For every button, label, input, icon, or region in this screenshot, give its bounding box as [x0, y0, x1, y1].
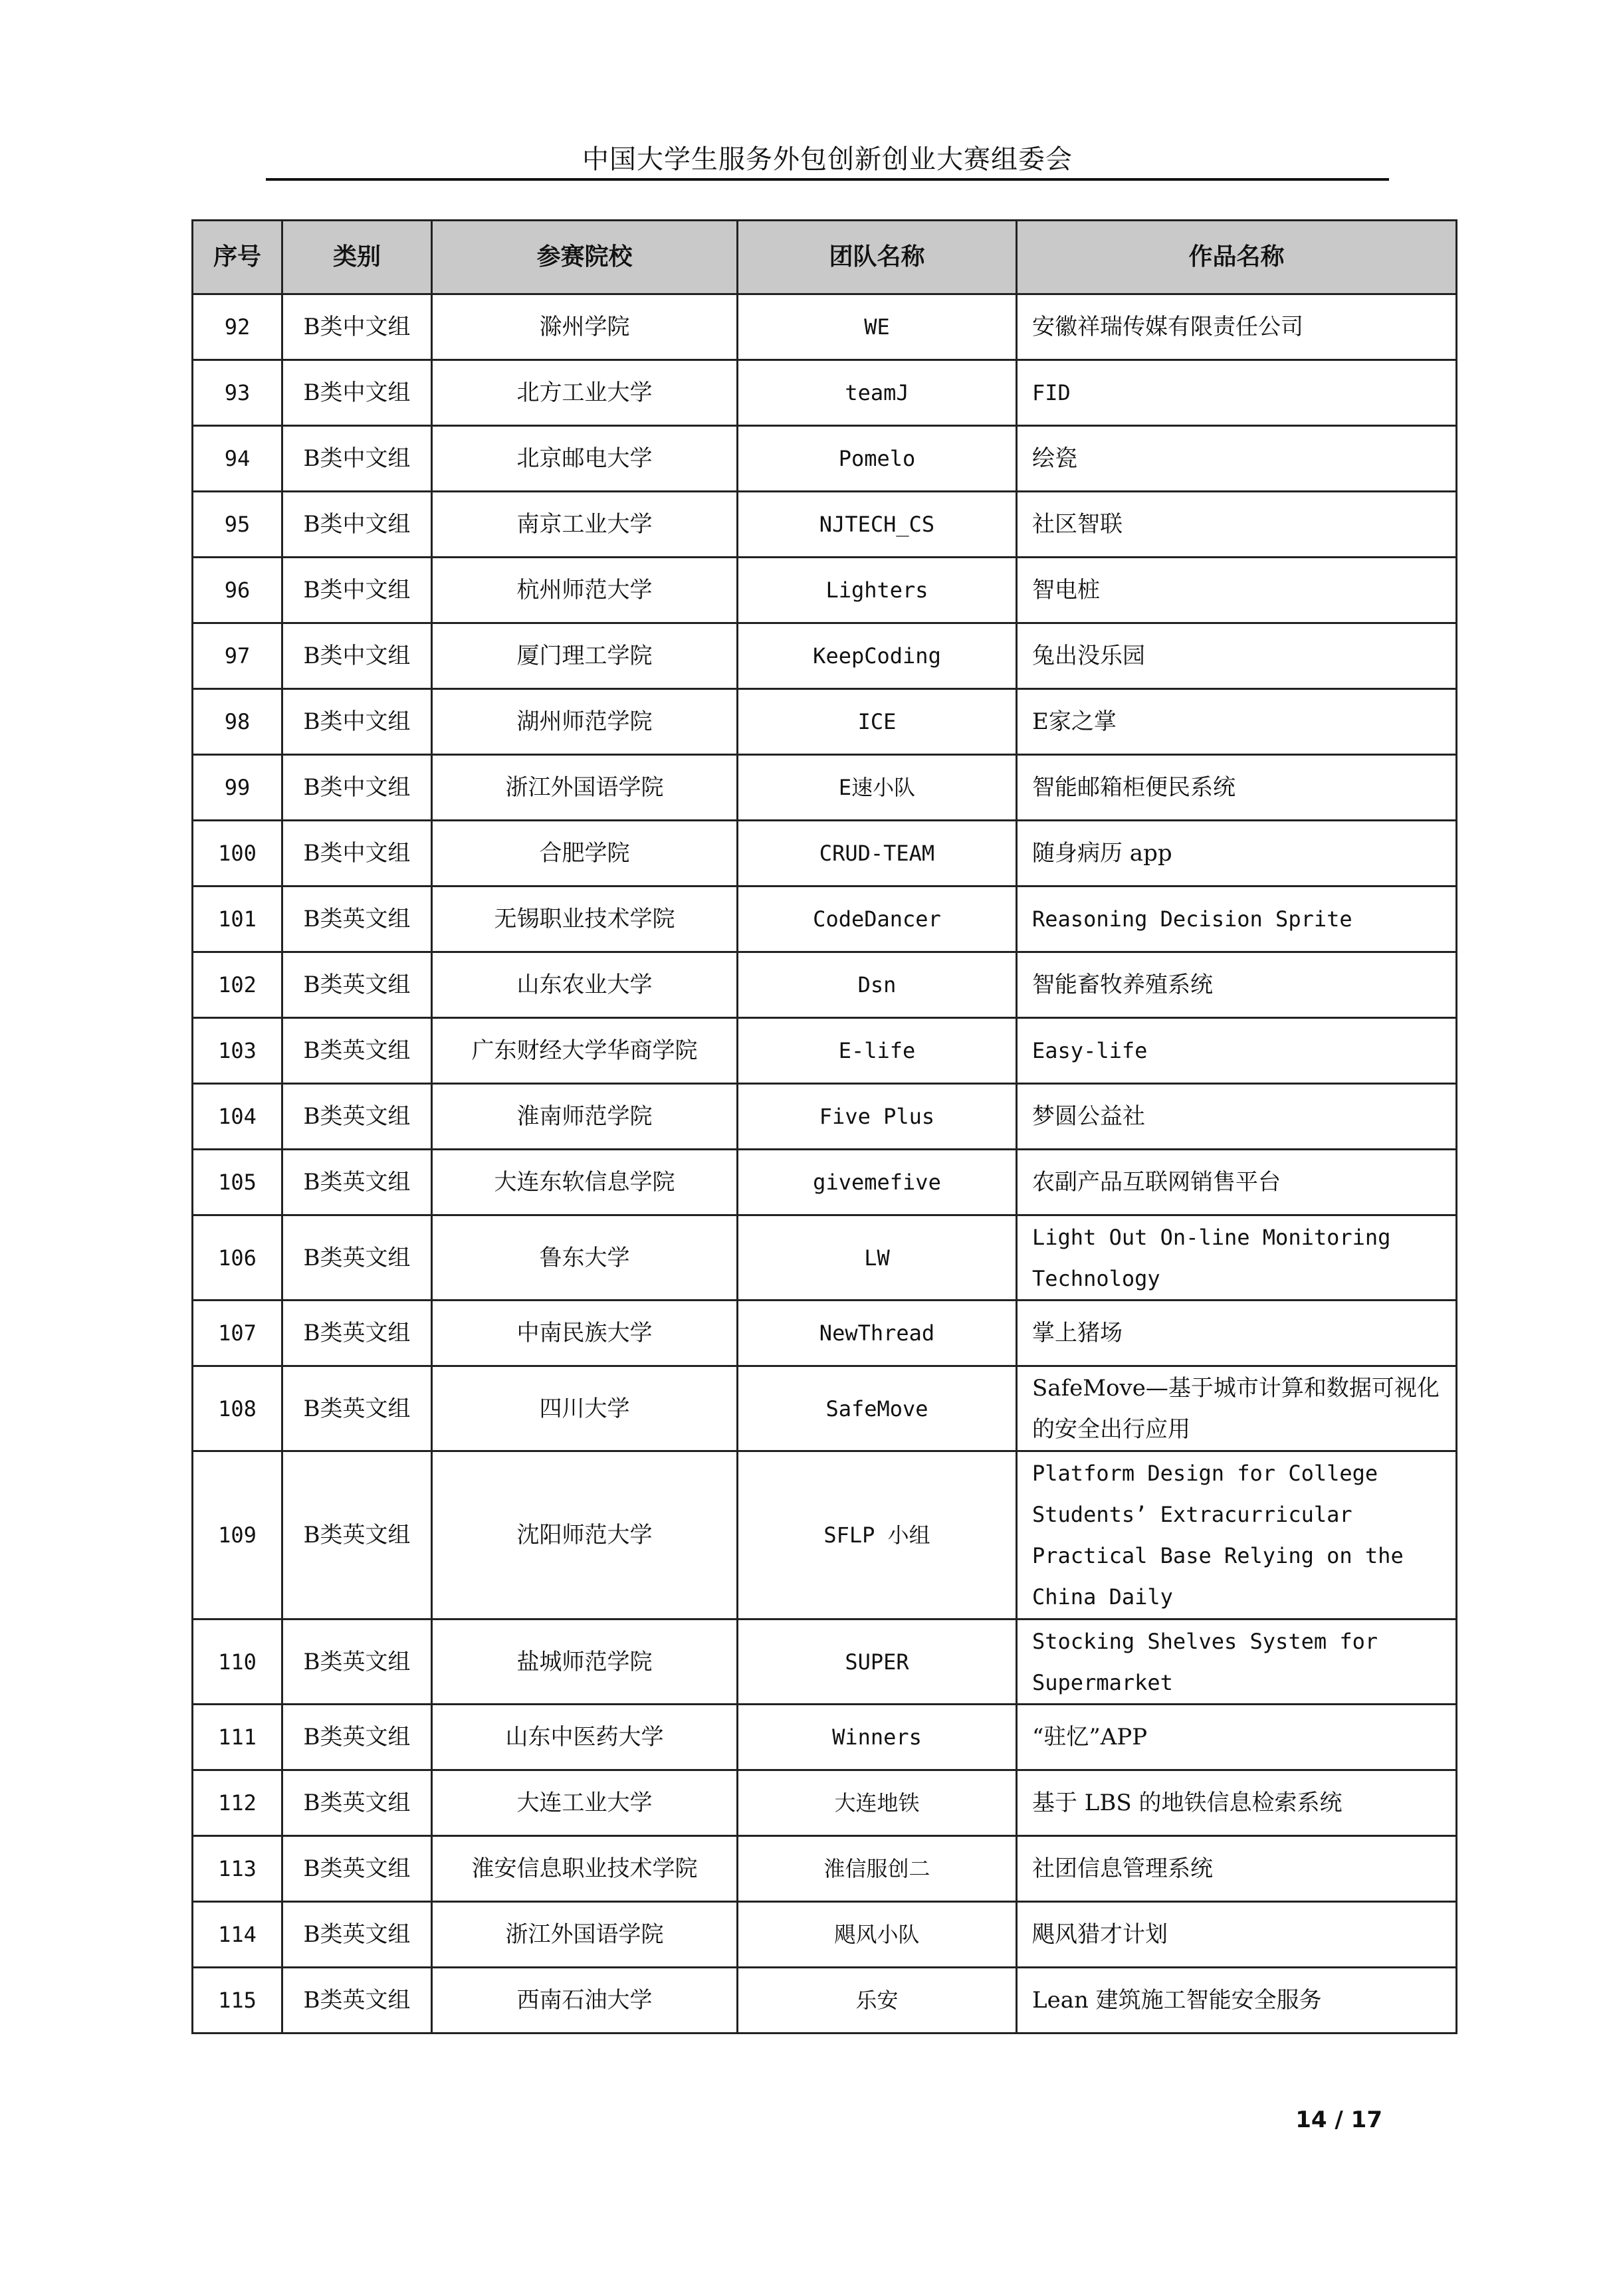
row-number: 103	[193, 1018, 282, 1084]
row-team: Lighters	[738, 558, 1017, 623]
table-row	[193, 689, 1457, 755]
row-category: B类英文组	[282, 952, 432, 1018]
row-category: B类英文组	[282, 1366, 432, 1451]
row-number: 100	[193, 821, 282, 887]
row-category: B类中文组	[282, 492, 432, 558]
table-row	[193, 1902, 1457, 1968]
table-row	[193, 294, 1457, 360]
column-header-number: 序号	[193, 221, 282, 294]
row-school: 大连东软信息学院	[432, 1150, 738, 1215]
row-work: 绘瓷	[1017, 426, 1457, 492]
table-row	[193, 1619, 1457, 1705]
row-number: 111	[193, 1705, 282, 1770]
row-work: “驻忆”APP	[1017, 1705, 1457, 1770]
row-number: 114	[193, 1902, 282, 1968]
table-row	[193, 1770, 1457, 1836]
awards-table	[191, 219, 1457, 2034]
row-work: FID	[1017, 360, 1457, 426]
row-school: 山东农业大学	[432, 952, 738, 1018]
row-category: B类英文组	[282, 1301, 432, 1366]
row-category: B类中文组	[282, 426, 432, 492]
row-work: Lean 建筑施工智能安全服务	[1017, 1968, 1457, 2034]
column-header-team: 团队名称	[738, 221, 1017, 294]
row-team: CodeDancer	[738, 887, 1017, 952]
row-school: 北方工业大学	[432, 360, 738, 426]
row-team: NewThread	[738, 1301, 1017, 1366]
row-number: 105	[193, 1150, 282, 1215]
row-work: Stocking Shelves System for Supermarket	[1017, 1619, 1457, 1705]
row-number: 104	[193, 1084, 282, 1150]
row-team: WE	[738, 294, 1017, 360]
row-school: 杭州师范大学	[432, 558, 738, 623]
row-work: Easy-life	[1017, 1018, 1457, 1084]
row-work: 随身病历 app	[1017, 821, 1457, 887]
row-work: E家之掌	[1017, 689, 1457, 755]
row-number: 97	[193, 623, 282, 689]
row-school: 无锡职业技术学院	[432, 887, 738, 952]
row-number: 95	[193, 492, 282, 558]
row-work: Platform Design for College Students’ Extracurricular Practical Base Relying on the China Daily	[1017, 1451, 1457, 1619]
page-number: 14 / 17	[1295, 2107, 1382, 2133]
table-row	[193, 558, 1457, 623]
row-category: B类英文组	[282, 887, 432, 952]
row-number: 110	[193, 1619, 282, 1705]
row-category: B类英文组	[282, 1018, 432, 1084]
table-row	[193, 755, 1457, 821]
table-header-row	[193, 221, 1457, 294]
row-number: 102	[193, 952, 282, 1018]
row-team: teamJ	[738, 360, 1017, 426]
row-work: 社团信息管理系统	[1017, 1836, 1457, 1902]
row-number: 93	[193, 360, 282, 426]
row-number: 98	[193, 689, 282, 755]
page-header	[266, 133, 1389, 181]
row-category: B类英文组	[282, 1619, 432, 1705]
row-school: 鲁东大学	[432, 1215, 738, 1301]
row-work: Light Out On-line Monitoring Technology	[1017, 1215, 1457, 1301]
row-category: B类英文组	[282, 1215, 432, 1301]
row-number: 94	[193, 426, 282, 492]
row-school: 盐城师范学院	[432, 1619, 738, 1705]
table-row	[193, 887, 1457, 952]
row-school: 山东中医药大学	[432, 1705, 738, 1770]
row-work: 农副产品互联网销售平台	[1017, 1150, 1457, 1215]
row-team: LW	[738, 1215, 1017, 1301]
row-team: Pomelo	[738, 426, 1017, 492]
row-number: 109	[193, 1451, 282, 1619]
row-school: 厦门理工学院	[432, 623, 738, 689]
row-team: givemefive	[738, 1150, 1017, 1215]
row-category: B类英文组	[282, 1770, 432, 1836]
row-category: B类英文组	[282, 1836, 432, 1902]
table-row	[193, 1084, 1457, 1150]
table-row	[193, 1018, 1457, 1084]
table-row	[193, 1705, 1457, 1770]
row-number: 113	[193, 1836, 282, 1902]
row-school: 南京工业大学	[432, 492, 738, 558]
row-number: 101	[193, 887, 282, 952]
table-row	[193, 952, 1457, 1018]
row-work: 智能邮箱柜便民系统	[1017, 755, 1457, 821]
row-number: 99	[193, 755, 282, 821]
row-work: 飓风猎才计划	[1017, 1902, 1457, 1968]
row-category: B类中文组	[282, 294, 432, 360]
row-category: B类英文组	[282, 1150, 432, 1215]
row-category: B类中文组	[282, 623, 432, 689]
row-team: SUPER	[738, 1619, 1017, 1705]
row-team: NJTECH_CS	[738, 492, 1017, 558]
row-team: Winners	[738, 1705, 1017, 1770]
row-school: 淮南师范学院	[432, 1084, 738, 1150]
row-school: 合肥学院	[432, 821, 738, 887]
row-work: SafeMove—基于城市计算和数据可视化的安全出行应用	[1017, 1366, 1457, 1451]
row-team: KeepCoding	[738, 623, 1017, 689]
row-work: 社区智联	[1017, 492, 1457, 558]
row-team: 大连地铁	[738, 1770, 1017, 1836]
row-school: 湖州师范学院	[432, 689, 738, 755]
table-row	[193, 1836, 1457, 1902]
row-team: E-life	[738, 1018, 1017, 1084]
row-number: 96	[193, 558, 282, 623]
row-work: 智电桩	[1017, 558, 1457, 623]
row-school: 浙江外国语学院	[432, 1902, 738, 1968]
row-number: 112	[193, 1770, 282, 1836]
row-school: 浙江外国语学院	[432, 755, 738, 821]
row-school: 大连工业大学	[432, 1770, 738, 1836]
column-header-work: 作品名称	[1017, 221, 1457, 294]
row-work: 安徽祥瑞传媒有限责任公司	[1017, 294, 1457, 360]
table-row	[193, 1301, 1457, 1366]
row-category: B类英文组	[282, 1968, 432, 2034]
table-row	[193, 1968, 1457, 2034]
table-row	[193, 1150, 1457, 1215]
row-work: 掌上猪场	[1017, 1301, 1457, 1366]
row-team: 乐安	[738, 1968, 1017, 2034]
row-team: CRUD-TEAM	[738, 821, 1017, 887]
row-work: 兔出没乐园	[1017, 623, 1457, 689]
column-header-category: 类别	[282, 221, 432, 294]
row-category: B类中文组	[282, 689, 432, 755]
row-school: 沈阳师范大学	[432, 1451, 738, 1619]
row-school: 淮安信息职业技术学院	[432, 1836, 738, 1902]
row-category: B类英文组	[282, 1451, 432, 1619]
table-row	[193, 623, 1457, 689]
page-header-title: 中国大学生服务外包创新创业大赛组委会	[582, 144, 1073, 175]
row-school: 四川大学	[432, 1366, 738, 1451]
row-team: ICE	[738, 689, 1017, 755]
row-number: 108	[193, 1366, 282, 1451]
row-category: B类中文组	[282, 558, 432, 623]
row-number: 92	[193, 294, 282, 360]
row-category: B类英文组	[282, 1705, 432, 1770]
row-team: Five Plus	[738, 1084, 1017, 1150]
row-team: SafeMove	[738, 1366, 1017, 1451]
row-work: Reasoning Decision Sprite	[1017, 887, 1457, 952]
row-team: 飓风小队	[738, 1902, 1017, 1968]
row-team: Dsn	[738, 952, 1017, 1018]
row-school: 滁州学院	[432, 294, 738, 360]
row-number: 115	[193, 1968, 282, 2034]
table-row	[193, 821, 1457, 887]
row-category: B类中文组	[282, 755, 432, 821]
table-row	[193, 360, 1457, 426]
row-work: 基于 LBS 的地铁信息检索系统	[1017, 1770, 1457, 1836]
table-row	[193, 426, 1457, 492]
row-category: B类中文组	[282, 821, 432, 887]
table-row	[193, 1366, 1457, 1451]
row-team: 淮信服创二	[738, 1836, 1017, 1902]
row-school: 西南石油大学	[432, 1968, 738, 2034]
column-header-school: 参赛院校	[432, 221, 738, 294]
row-category: B类英文组	[282, 1902, 432, 1968]
row-number: 107	[193, 1301, 282, 1366]
row-school: 广东财经大学华商学院	[432, 1018, 738, 1084]
row-school: 北京邮电大学	[432, 426, 738, 492]
row-work: 梦圆公益社	[1017, 1084, 1457, 1150]
row-number: 106	[193, 1215, 282, 1301]
row-school: 中南民族大学	[432, 1301, 738, 1366]
row-work: 智能畜牧养殖系统	[1017, 952, 1457, 1018]
row-category: B类英文组	[282, 1084, 432, 1150]
table-row	[193, 492, 1457, 558]
table-row	[193, 1215, 1457, 1301]
row-team: SFLP 小组	[738, 1451, 1017, 1619]
table-row	[193, 1451, 1457, 1619]
table-body	[193, 294, 1457, 2034]
row-team: E速小队	[738, 755, 1017, 821]
row-category: B类中文组	[282, 360, 432, 426]
